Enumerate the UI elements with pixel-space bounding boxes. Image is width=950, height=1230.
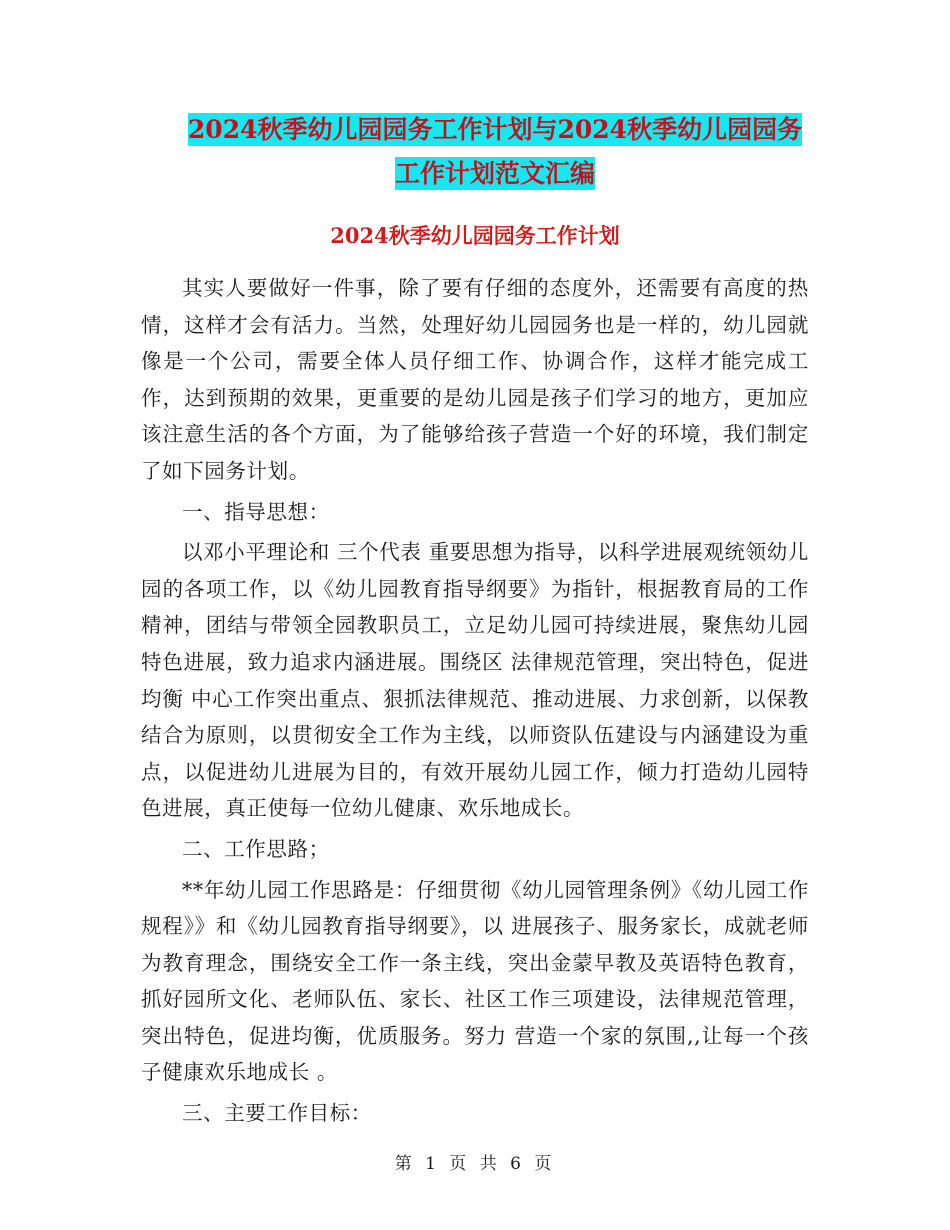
intro-paragraph: 其实人要做好一件事，除了要有仔细的态度外，还需要有高度的热情，这样才会有活力。当然，处理好幼儿园园务也是一样的，幼儿园就像是一个公司，需要全体人员仔细工作、协调合作，这样才能完成工作，达到预期的效果，更重要的是幼儿园是孩子们学习的地方，更加应该注意生活的各个方面，为了能够给孩子营造一个好的环境，我们制定了如下园务计划。 <box>141 276 809 483</box>
page-indicator: 第 1 页 共 6 页 <box>394 1154 556 1174</box>
document-title <box>140 108 850 196</box>
section-title: 2024秋季幼儿园园务工作计划 <box>330 223 620 248</box>
work-approach-paragraph: **年幼儿园工作思路是：仔细贯彻《幼儿园管理条例》《幼儿园工作规程》》和《幼儿园教育指导纲要》，以 进展孩子、服务家长，成就老师 为教育理念，围绕安全工作一条主线，突出金蒙早教及英语特色教育，抓好园所文化、老师队伍、家长、社区工作三项建设，法律规范管理，突出特色，促进均衡，优质服务。努力 营造一个家的氛围,,让每一个孩子健康欢乐地成长 。 <box>141 877 809 1085</box>
heading-guiding-ideology: 一、指导思想： <box>182 499 330 524</box>
heading-work-approach: 二、工作思路； <box>182 836 330 861</box>
title-line-1: 2024秋季幼儿园园务工作计划与2024秋季幼儿园园务 <box>187 115 803 144</box>
heading-main-goals: 三、主要工作目标： <box>182 1101 372 1126</box>
document-body <box>141 270 809 1132</box>
guiding-ideology-paragraph: 以邓小平理论和 三个代表 重要思想为指导，以科学进展观统领幼儿园的各项工作，以《幼儿园教育指导纲要》为指针，根据教育局的工作精神，团结与带领全园教职员工，立足幼儿园可持续进展，聚焦幼儿园特色进展，致力追求内涵进展。围绕区 法律规范管理，突出特色，促进均衡 中心工作突出重点、狠抓法律规范、推动进展、力求创新，以保教结合为原则，以贯彻安全工作为主线，以师资队伍建设与内涵建设为重点，以促进幼儿进展为目的，有效开展幼儿园工作，倾力打造幼儿园特色进展，真正使每一位幼儿健康、欢乐地成长。 <box>141 540 809 821</box>
title-line-2: 工作计划范文汇编 <box>394 159 595 188</box>
